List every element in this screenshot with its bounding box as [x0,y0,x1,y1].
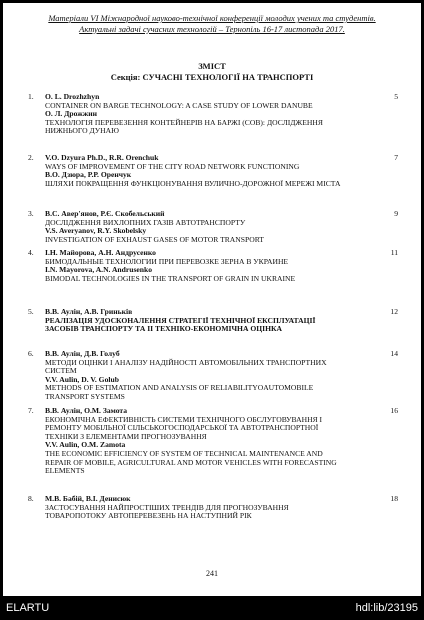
entry-title: METHODS OF ESTIMATION AND ANALYSIS OF RELIABILITYOAUTOMOBILE TRANSPORT SYSTEMS [45,383,314,401]
entry-authors: V.S. Averyanov, R.Y. Skobelsky [45,226,147,236]
entry-page-number: 11 [390,248,398,257]
entry-title: BIMODAL TECHNOLOGIES IN THE TRANSPORT OF GRAIN IN UKRAINE [45,273,296,283]
entry-page-number: 16 [390,406,398,415]
entry-number: 4. [28,248,34,257]
entry-authors: І.Н. Майорова, А.Н. Андрусенко [45,248,156,257]
entry-body [45,93,350,136]
entry-title: МЕТОДИ ОЦІНКИ І АНАЛІЗУ НАДІЙНОСТІ АВТОМОБІЛЬНИХ ТРАНСПОРТНИХ СИСТЕМ [45,357,327,376]
entry-body [45,495,350,521]
entry-authors: О. Л. Дрожжин [45,109,97,119]
entry-number: 5. [28,307,34,316]
entry-body [45,308,350,334]
toc-entry[interactable] [28,407,398,476]
entry-authors: В.В. Аулін, Д.В. Голуб [45,349,120,358]
entry-authors: В.О. Дзюра, Р.Р. Оренчук [45,170,132,180]
entry-number: 1. [28,92,34,101]
entry-authors: I.N. Mayorova, A.N. Andrusenko [45,265,153,275]
entry-title: ТЕХНОЛОГІЯ ПЕРЕВЕЗЕННЯ КОНТЕЙНЕРІВ НА БАРЖІ (COB): ДОСЛІДЖЕННЯ НИЖНЬОГО ДУНАЮ [45,117,323,136]
entry-authors: В.В. Аулін, А.В. Гриньків [45,307,133,316]
entry-number: 3. [28,209,34,218]
toc-entry[interactable] [28,154,398,188]
entry-body [45,154,350,188]
header-line-1: Матеріали VI Міжнародної науково-технічної конференції молодих учених та студентів. [48,13,376,23]
entry-title: ЕКОНОМІЧНА ЕФЕКТИВНІСТЬ СИСТЕМИ ТЕХНІЧНОГО ОБСЛУГОВУВАННЯ І РЕМОНТУ МОБІЛЬНОЇ СІЛЬСЬКОГОСПОДАРСЬКОЇ ТА АВТОТРАНСПОРТНОЇ ТЕХНІКИ З ЕЛЕМЕНТАМИ ПРОГНОЗУВАННЯ [45,414,323,441]
toc-entry[interactable] [28,350,398,402]
entry-title: CONTAINER ON BARGE TECHNOLOGY: A CASE STUDY OF LOWER DANUBE [45,100,313,110]
section-title: Секція: СУЧАСНІ ТЕХНОЛОГІЇ НА ТРАНСПОРТІ [110,72,314,82]
entry-body [45,350,350,402]
entry-page-number: 14 [390,349,398,358]
repository-label[interactable]: ELARTU [6,602,50,614]
running-header [3,13,421,34]
entry-number: 6. [28,349,34,358]
entry-title: РЕАЛІЗАЦІЯ УДОСКОНАЛЕННЯ СТРАТЕГІЇ ТЕХНІЧНОЇ ЕКСПЛУАТАЦІЇ ЗАСОБІВ ТРАНСПОРТУ ТА ІІ ТЕХНІКО-ЕКОНОМІЧНА ОЦІНКА [45,315,316,334]
entry-title: INVESTIGATION OF EXHAUST GASES OF MOTOR TRANSPORT [45,234,264,244]
entry-body [45,210,350,244]
entry-title: WAYS OF IMPROVEMENT OF THE CITY ROAD NETWORK FUNCTIONING [45,161,300,171]
entry-body [45,249,350,283]
entry-title: ЗАСТОСУВАННЯ НАЙПРОСТІШИХ ТРЕНДІВ ДЛЯ ПРОГНОЗУВАННЯ ТОВАРОПОТОКУ АВТОПЕРЕВЕЗЕНЬ НА НАСТУПНИЙ РІК [45,502,289,521]
entry-page-number: 12 [390,307,398,316]
entry-authors: V.V. Aulin, D. V. Golub [45,374,119,384]
viewer-status-bar [0,597,424,620]
entry-authors: В.В. Аулін, О.М. Замота [45,406,128,415]
entry-title: ДОСЛІДЖЕННЯ ВИХЛОПНИХ ГАЗІВ АВТОТРАНСПОРТУ [45,217,246,227]
toc-entry[interactable] [28,495,398,521]
entry-body [45,407,350,476]
handle-label[interactable]: hdl:lib/23195 [355,602,418,614]
entry-authors: В.С. Авер'янов, Р.Є. Скобельський [45,209,165,218]
entry-number: 7. [28,406,34,415]
toc-entry[interactable] [28,93,398,136]
entry-title: БИМОДАЛЬНЫЕ ТЕХНОЛОГИИ ПРИ ПЕРЕВОЗКЕ ЗЕРНА В УКРАИНЕ [45,256,289,266]
entry-number: 2. [28,153,34,162]
entry-authors: V.V. Aulin, O.M. Zamota [45,440,126,450]
entry-title: ШЛЯХИ ПОКРАЩЕННЯ ФУНКЦІОНУВАННЯ ВУЛИЧНО-ДОРОЖНОЇ МЕРЕЖІ МІСТА [45,178,341,188]
toc-entry[interactable] [28,210,398,244]
entry-page-number: 9 [394,209,398,218]
header-line-2: Актуальні задачі сучасних технологій – Тернопіль 16-17 листопада 2017. [79,23,345,34]
entry-page-number: 5 [394,92,398,101]
toc-entry[interactable] [28,249,398,283]
entry-title: THE ECONOMIC EFFICIENCY OF SYSTEM OF TECHNICAL MAINTENANCE AND REPAIR OF MOBILE, AGRICULTURAL AND MOTOR VEHICLES WITH FORECASTING ELEMENTS [45,448,337,476]
entry-page-number: 18 [390,494,398,503]
document-page [3,3,421,596]
entry-authors: V.O. Dzyura Ph.D., R.R. Orenchuk [45,153,159,162]
page-number: 241 [206,569,218,578]
entry-number: 8. [28,494,34,503]
entry-page-number: 7 [394,153,398,162]
toc-title: ЗМІСТ [198,61,226,71]
entry-authors: O. L. Drozhzhyn [45,92,100,101]
toc-entry[interactable] [28,308,398,334]
entry-authors: М.В. Бабій, В.І. Денисюк [45,494,131,503]
